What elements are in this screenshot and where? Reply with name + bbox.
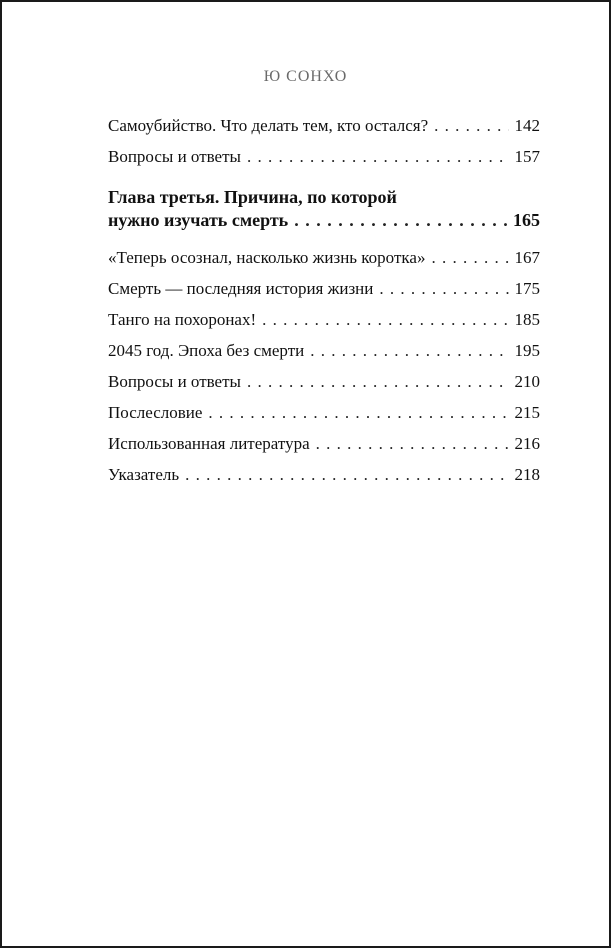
toc-entry: [108, 397, 540, 428]
running-head: Ю СОНХО: [263, 68, 348, 85]
toc-entry-title: Послесловие: [108, 403, 203, 422]
toc-entry-page: 175: [514, 279, 540, 298]
toc-entry: [108, 110, 540, 141]
toc-entry-page: 216: [514, 434, 540, 453]
dot-leader: [247, 141, 509, 172]
toc-entry: [108, 273, 540, 304]
table-of-contents: [108, 110, 540, 490]
toc-entry-page: 142: [514, 116, 540, 135]
toc-entry-page: 157: [514, 147, 540, 166]
toc-entry-title: Указатель: [108, 465, 180, 484]
chapter-title-line2: [108, 209, 540, 232]
dot-leader: [310, 335, 508, 366]
dot-leader: [185, 459, 508, 490]
dot-leader: [379, 273, 508, 304]
toc-entry-page: 167: [514, 248, 540, 267]
dot-leader: [247, 366, 509, 397]
toc-entry-title: Танго на похоронах!: [108, 310, 257, 329]
chapter-page: 165: [513, 210, 540, 230]
dot-leader: [208, 397, 508, 428]
toc-entry-title: «Теперь осознал, насколько жизнь коротка»: [108, 248, 426, 267]
toc-entry-title: Самоубийство. Что делать тем, кто остался?: [108, 116, 429, 135]
dot-leader: [431, 242, 508, 273]
toc-entry-title: Вопросы и ответы: [108, 147, 241, 166]
chapter-title-text: нужно изучать смерть: [108, 210, 289, 230]
toc-entry-title: Вопросы и ответы: [108, 372, 241, 391]
toc-entry-title: 2045 год. Эпоха без смерти: [108, 341, 305, 360]
toc-entry: [108, 366, 540, 397]
toc-entry-page: 215: [514, 403, 540, 422]
toc-entry-title: Использованная литература: [108, 434, 310, 453]
toc-entry: [108, 459, 540, 490]
toc-entry-page: 185: [514, 310, 540, 329]
toc-entry: [108, 242, 540, 273]
toc-entry: [108, 304, 540, 335]
chapter-heading: [108, 186, 540, 232]
chapter-title-line1: Глава третья. Причина, по которой: [108, 187, 397, 207]
toc-entry-page: 195: [514, 341, 540, 360]
dot-leader: [294, 209, 507, 232]
dot-leader: [316, 428, 509, 459]
toc-entry-title: Смерть — последняя история жизни: [108, 279, 374, 298]
dot-leader: [434, 110, 508, 141]
toc-entry-page: 218: [514, 465, 540, 484]
toc-entry: [108, 428, 540, 459]
toc-entry: [108, 141, 540, 172]
toc-entry: [108, 335, 540, 366]
dot-leader: [262, 304, 508, 335]
toc-entry-page: 210: [514, 372, 540, 391]
